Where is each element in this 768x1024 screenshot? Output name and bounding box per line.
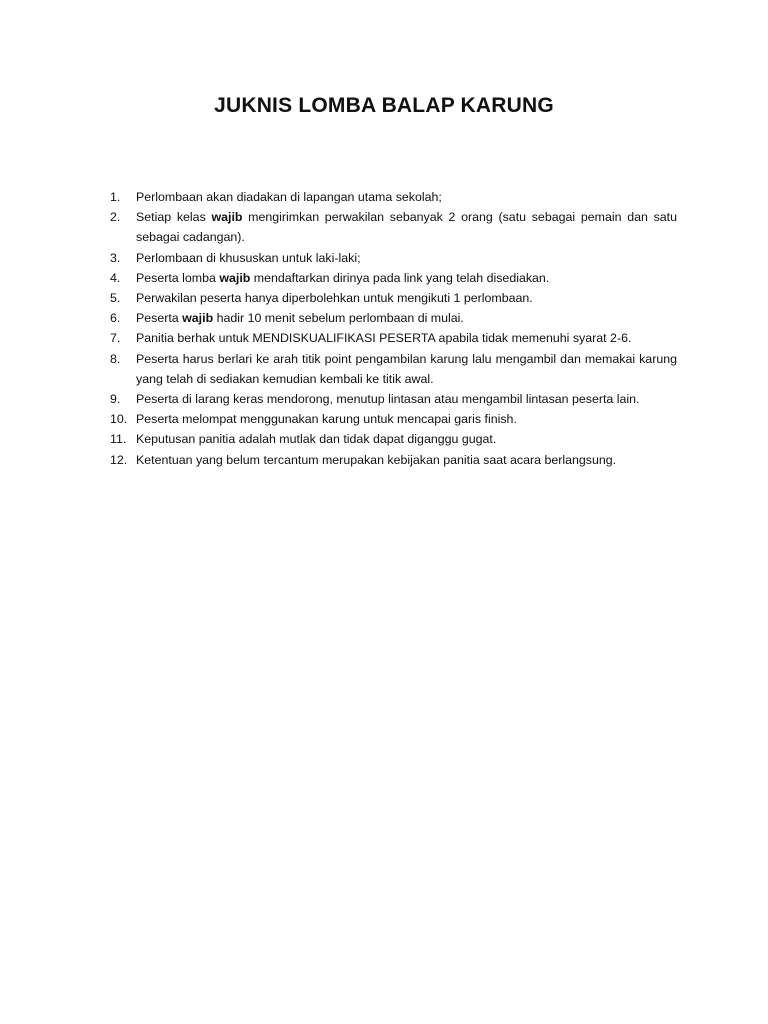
rule-text — [136, 392, 640, 406]
rule-text-segment: Panitia berhak untuk MENDISKUALIFIKASI PESERTA apabila tidak memenuhi syarat 2-6. — [136, 331, 632, 346]
rule-item — [104, 268, 677, 288]
rule-text-segment: Setiap kelas — [136, 210, 212, 225]
rule-text — [136, 453, 616, 467]
rule-text — [136, 271, 549, 285]
rule-number: 10. — [110, 412, 128, 427]
rule-text — [136, 311, 464, 325]
rule-item — [104, 429, 677, 449]
rule-text — [136, 210, 677, 244]
rule-text-segment: hadir 10 menit sebelum perlombaan di mulai. — [213, 311, 464, 326]
rule-text-segment: Perlombaan di khususkan untuk laki-laki; — [136, 250, 361, 265]
rule-item — [104, 207, 677, 247]
rule-item — [104, 409, 677, 429]
rule-number: 8. — [110, 351, 121, 366]
document-title: JUKNIS LOMBA BALAP KARUNG — [214, 94, 554, 117]
rule-item — [104, 389, 677, 409]
rule-text-segment: Peserta di larang keras mendorong, menutup lintasan atau mengambil lintasan peserta lain. — [136, 392, 640, 407]
rule-number: 9. — [110, 392, 121, 407]
rule-number: 1. — [110, 190, 121, 204]
rule-number: 7. — [110, 331, 121, 346]
rule-item — [104, 450, 677, 470]
rule-text-segment: Peserta melompat menggunakan karung untuk mencapai garis finish. — [136, 412, 517, 427]
rule-text — [136, 251, 361, 265]
rule-text — [136, 412, 517, 426]
rule-text-segment: mendaftarkan dirinya pada link yang telah disediakan. — [250, 270, 550, 285]
rule-text-segment: Perlombaan akan diadakan di lapangan utama sekolah; — [136, 190, 442, 204]
rule-number: 2. — [110, 210, 121, 225]
rule-text-segment: Peserta — [136, 311, 183, 326]
rule-item — [104, 349, 677, 389]
rule-emphasis: wajib — [211, 210, 243, 225]
rule-number: 5. — [110, 291, 121, 306]
rule-number: 4. — [110, 270, 121, 285]
rule-text-segment: Peserta harus berlari ke arah titik point pengambilan karung lalu mengambil dan memakai karung yang telah di sediakan kemudian kembali ke titik awal. — [136, 351, 677, 386]
rule-item — [104, 328, 677, 348]
rule-text-segment: Perwakilan peserta hanya diperbolehkan untuk mengikuti 1 perlombaan. — [136, 291, 533, 306]
rule-item — [104, 288, 677, 308]
rule-text — [136, 331, 631, 345]
rule-text-segment: Peserta lomba — [136, 270, 220, 285]
rule-text-segment: Ketentuan yang belum tercantum merupakan kebijakan panitia saat acara berlangsung. — [136, 452, 617, 467]
rule-text-segment: Keputusan panitia adalah mutlak dan tidak dapat diganggu gugat. — [136, 432, 497, 447]
rule-item — [104, 248, 677, 268]
rule-text — [136, 432, 496, 446]
rule-emphasis: wajib — [182, 311, 214, 326]
rule-number: 12. — [110, 452, 128, 467]
rule-text-segment: mengirimkan perwakilan sebanyak 2 orang (satu sebagai pemain dan satu sebagai cadangan). — [136, 210, 677, 245]
rule-number: 11. — [110, 432, 127, 447]
rule-emphasis: wajib — [219, 270, 251, 285]
rule-text — [136, 352, 677, 386]
rule-text — [136, 190, 442, 204]
rule-number: 3. — [110, 250, 121, 265]
rule-item — [104, 308, 677, 328]
rule-item — [104, 187, 677, 207]
rule-text — [136, 291, 533, 305]
rules-list — [104, 187, 677, 470]
rule-number: 6. — [110, 311, 121, 326]
